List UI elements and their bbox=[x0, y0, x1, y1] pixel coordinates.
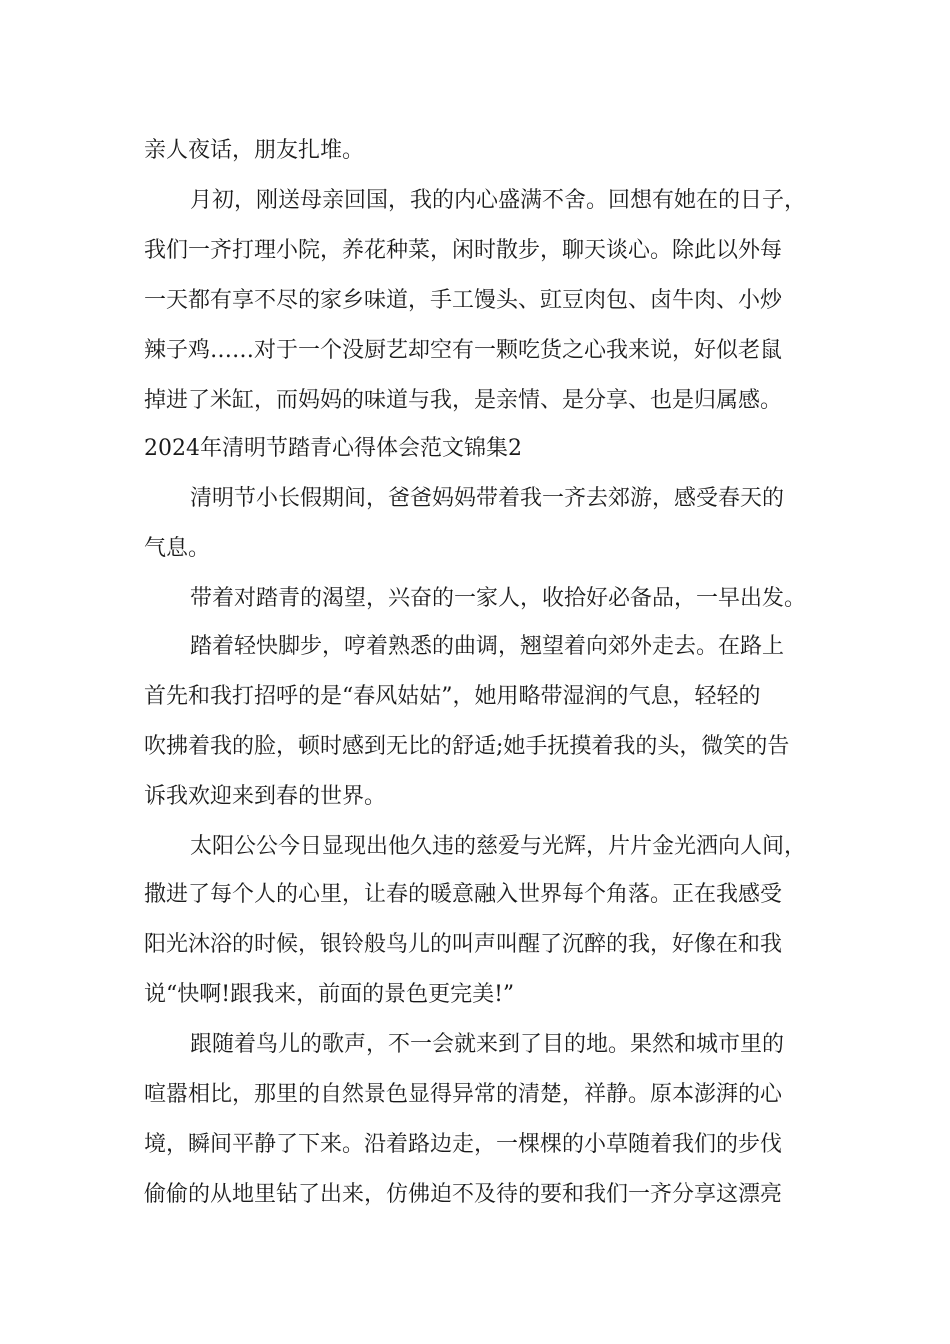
paragraph-line: 我们一齐打理小院，养花种菜，闲时散步，聊天谈心。除此以外每 bbox=[144, 238, 783, 263]
paragraph-line: 月初，刚送母亲回国，我的内心盛满不舍。回想有她在的日子， bbox=[190, 188, 807, 213]
paragraph-line: 掉进了米缸，而妈妈的味道与我，是亲情、是分享、也是归属感。 bbox=[144, 388, 783, 413]
paragraph-line: 喧嚣相比，那里的自然景色显得异常的清楚，祥静。原本澎湃的心 bbox=[144, 1082, 783, 1107]
paragraph-line: 撒进了每个人的心里，让春的暖意融入世界每个角落。正在我感受 bbox=[144, 882, 783, 907]
paragraph-line: 跟随着鸟儿的歌声，不一会就来到了目的地。果然和城市里的 bbox=[190, 1032, 785, 1057]
paragraph-line: 踏着轻快脚步，哼着熟悉的曲调，翘望着向郊外走去。在路上 bbox=[190, 634, 785, 659]
paragraph-line: 辣子鸡……对于一个没厨艺却空有一颗吃货之心我来说，好似老鼠 bbox=[144, 338, 783, 363]
paragraph-line: 一天都有享不尽的家乡味道，手工馒头、豇豆肉包、卤牛肉、小炒 bbox=[144, 288, 783, 313]
paragraph-line: 首先和我打招呼的是“春风姑姑”，她用略带湿润的气息，轻轻的 bbox=[144, 684, 761, 709]
paragraph-line: 吹拂着我的脸，顿时感到无比的舒适;她手抚摸着我的头，微笑的告 bbox=[144, 734, 790, 759]
paragraph-line: 偷偷的从地里钻了出来，仿佛迫不及待的要和我们一齐分享这漂亮 bbox=[144, 1182, 783, 1207]
paragraph-line: 气息。 bbox=[144, 536, 211, 561]
paragraph-line: 带着对踏青的渴望，兴奋的一家人，收拾好必备品，一早出发。 bbox=[190, 586, 807, 611]
paragraph-line: 说“快啊!跟我来，前面的景色更完美!” bbox=[144, 982, 515, 1007]
paragraph-line: 诉我欢迎来到春的世界。 bbox=[144, 784, 387, 809]
paragraph-line: 阳光沐浴的时候，银铃般鸟儿的叫声叫醒了沉醉的我，好像在和我 bbox=[144, 932, 783, 957]
paragraph-line: 境，瞬间平静了下来。沿着路边走，一棵棵的小草随着我们的步伐 bbox=[144, 1132, 783, 1157]
paragraph-line: 太阳公公今日显现出他久违的慈爱与光辉，片片金光洒向人间， bbox=[190, 834, 807, 859]
paragraph-line: 清明节小长假期间，爸爸妈妈带着我一齐去郊游，感受春天的 bbox=[190, 486, 785, 511]
paragraph-line: 亲人夜话，朋友扎堆。 bbox=[144, 138, 365, 163]
section-heading: 2024年清明节踏青心得体会范文锦集2 bbox=[144, 436, 522, 461]
